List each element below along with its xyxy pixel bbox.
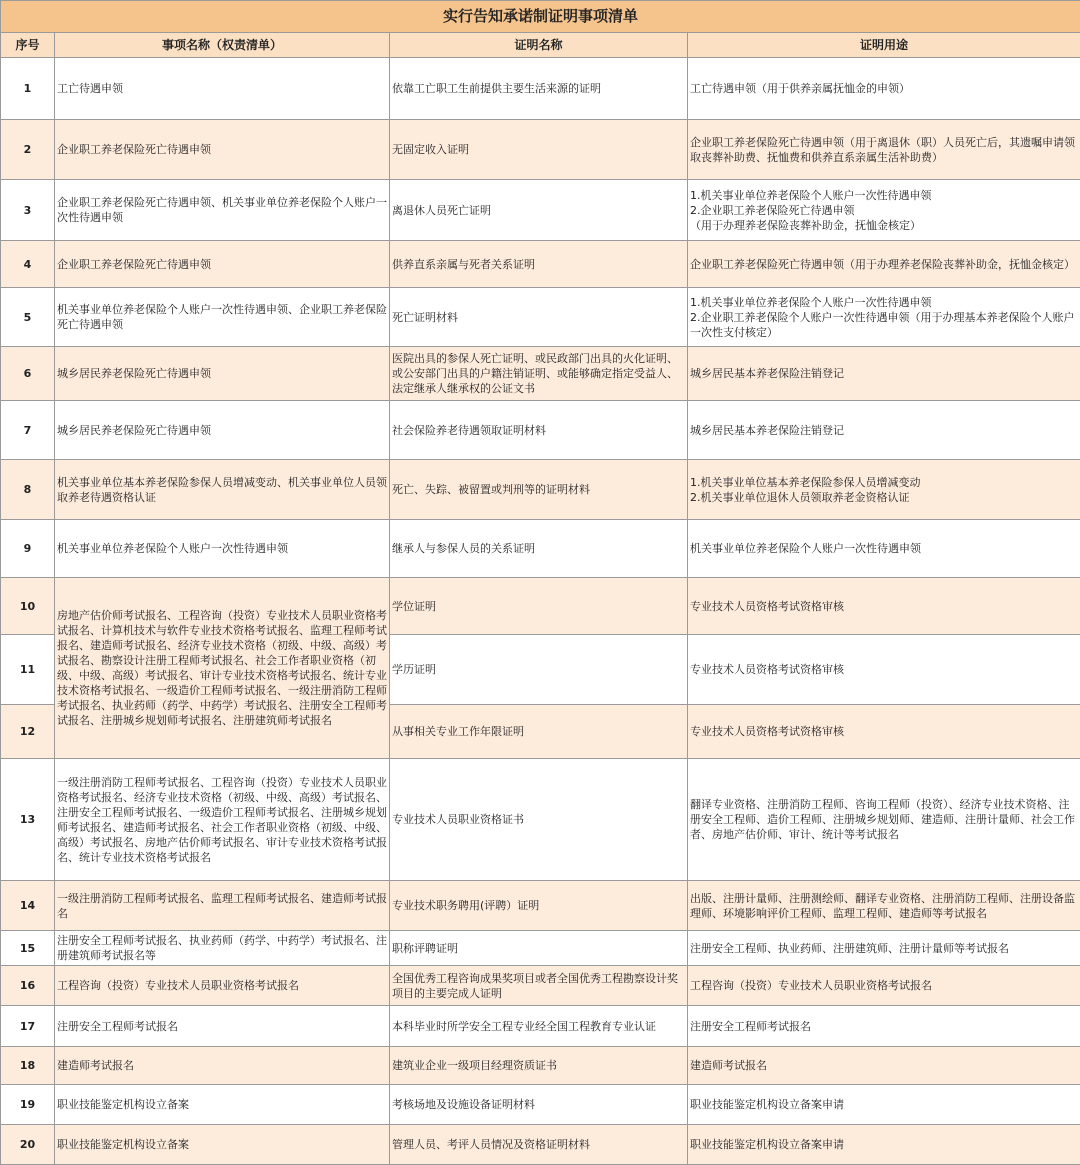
row-proof-name: 专业技术职务聘用(评聘）证明 <box>390 881 688 931</box>
row-number: 13 <box>1 759 55 881</box>
row-item-name: 注册安全工程师考试报名、执业药师（药学、中药学）考试报名、注册建筑师考试报名等 <box>55 931 390 966</box>
row-number: 5 <box>1 288 55 347</box>
row-proof-name: 学位证明 <box>390 578 688 635</box>
table-row <box>1 1085 1080 1125</box>
table-row <box>1 288 1080 347</box>
table-row <box>1 881 1080 931</box>
row-number: 20 <box>1 1125 55 1165</box>
row-proof-name: 学历证明 <box>390 635 688 705</box>
row-proof-use: 1.机关事业单位养老保险个人账户一次性待遇申领 2.企业职工养老保险死亡待遇申领 （用于办理养老保险丧葬补助金，抚恤金核定） <box>688 180 1080 241</box>
row-proof-name: 社会保险养老待遇领取证明材料 <box>390 401 688 460</box>
row-item-name: 机关事业单位养老保险个人账户一次性待遇申领、企业职工养老保险死亡待遇申领 <box>55 288 390 347</box>
column-header-use: 证明用途 <box>688 33 1080 58</box>
row-proof-use: 专业技术人员资格考试资格审核 <box>688 635 1080 705</box>
row-item-name: 城乡居民养老保险死亡待遇申领 <box>55 347 390 401</box>
row-number: 11 <box>1 635 55 705</box>
table-row <box>1 347 1080 401</box>
row-number: 12 <box>1 705 55 759</box>
row-proof-use: 城乡居民基本养老保险注销登记 <box>688 401 1080 460</box>
row-proof-use: 职业技能鉴定机构设立备案申请 <box>688 1125 1080 1165</box>
row-item-name: 一级注册消防工程师考试报名、监理工程师考试报名、建造师考试报名 <box>55 881 390 931</box>
row-number: 6 <box>1 347 55 401</box>
row-item-name: 工程咨询（投资）专业技术人员职业资格考试报名 <box>55 966 390 1006</box>
row-item-name: 机关事业单位基本养老保险参保人员增减变动、机关事业单位人员领取养老待遇资格认证 <box>55 460 390 520</box>
row-item-name: 房地产估价师考试报名、工程咨询（投资）专业技术人员职业资格考试报名、计算机技术与软件专业技术资格考试报名、监理工程师考试报名、建造师考试报名、经济专业技术资格（初级、中级、高级）考试报名、勘察设计注册工程师考试报名、社会工作者职业资格（初级、中级、高级）考试报名、审计专业技术资格考试报名、统计专业技术资格考试报名、一级造价工程师考试报名、一级注册消防工程师考试报名、执业药师（药学、中药学）考试报名、注册安全工程师考试报名、注册城乡规划师考试报名、注册建筑师考试报名 <box>55 578 390 759</box>
row-number: 8 <box>1 460 55 520</box>
row-item-name: 城乡居民养老保险死亡待遇申领 <box>55 401 390 460</box>
row-proof-name: 从事相关专业工作年限证明 <box>390 705 688 759</box>
row-item-name: 职业技能鉴定机构设立备案 <box>55 1085 390 1125</box>
row-proof-use: 机关事业单位养老保险个人账户一次性待遇申领 <box>688 520 1080 578</box>
row-number: 14 <box>1 881 55 931</box>
row-proof-name: 医院出具的参保人死亡证明、或民政部门出具的火化证明、或公安部门出具的户籍注销证明、或能够确定指定受益人、法定继承人继承权的公证文书 <box>390 347 688 401</box>
table-row <box>1 520 1080 578</box>
row-number: 19 <box>1 1085 55 1125</box>
row-item-name: 一级注册消防工程师考试报名、工程咨询（投资）专业技术人员职业资格考试报名、经济专业技术资格（初级、中级、高级）考试报名、注册安全工程师考试报名、一级造价工程师考试报名、注册城乡规划师考试报名、建造师考试报名、社会工作者职业资格（初级、中级、高级）考试报名、房地产估价师考试报名、审计专业技术资格考试报名、统计专业技术资格考试报名 <box>55 759 390 881</box>
row-number: 7 <box>1 401 55 460</box>
row-proof-use: 企业职工养老保险死亡待遇申领（用于办理养老保险丧葬补助金，抚恤金核定） <box>688 241 1080 288</box>
row-proof-use: 出版、注册计量师、注册测绘师、翻译专业资格、注册消防工程师、注册设备监理师、环境影响评价工程师、监理工程师、建造师等考试报名 <box>688 881 1080 931</box>
row-item-name: 企业职工养老保险死亡待遇申领 <box>55 241 390 288</box>
table-row <box>1 241 1080 288</box>
table-row <box>1 120 1080 180</box>
row-proof-use: 注册安全工程师考试报名 <box>688 1006 1080 1047</box>
table-row <box>1 759 1080 881</box>
row-proof-name: 全国优秀工程咨询成果奖项目或者全国优秀工程勘察设计奖项目的主要完成人证明 <box>390 966 688 1006</box>
table-row <box>1 460 1080 520</box>
row-proof-name: 离退休人员死亡证明 <box>390 180 688 241</box>
row-proof-use: 专业技术人员资格考试资格审核 <box>688 578 1080 635</box>
row-item-name: 建造师考试报名 <box>55 1047 390 1085</box>
row-number: 2 <box>1 120 55 180</box>
row-proof-name: 无固定收入证明 <box>390 120 688 180</box>
row-number: 15 <box>1 931 55 966</box>
row-number: 1 <box>1 58 55 120</box>
row-number: 4 <box>1 241 55 288</box>
table-row <box>1 578 1080 635</box>
row-proof-use: 1.机关事业单位养老保险个人账户一次性待遇申领 2.企业职工养老保险个人账户一次性待遇申领（用于办理基本养老保险个人账户一次性支付核定） <box>688 288 1080 347</box>
row-proof-use: 工程咨询（投资）专业技术人员职业资格考试报名 <box>688 966 1080 1006</box>
table-row <box>1 1047 1080 1085</box>
row-item-name: 企业职工养老保险死亡待遇申领、机关事业单位养老保险个人账户一次性待遇申领 <box>55 180 390 241</box>
row-proof-name: 供养直系亲属与死者关系证明 <box>390 241 688 288</box>
table-row <box>1 58 1080 120</box>
table-row <box>1 401 1080 460</box>
table-row <box>1 1125 1080 1165</box>
row-proof-name: 考核场地及设施设备证明材料 <box>390 1085 688 1125</box>
row-proof-use: 职业技能鉴定机构设立备案申请 <box>688 1085 1080 1125</box>
page-title: 实行告知承诺制证明事项清单 <box>1 1 1080 33</box>
row-proof-name: 职称评聘证明 <box>390 931 688 966</box>
row-proof-name: 死亡、失踪、被留置或判刑等的证明材料 <box>390 460 688 520</box>
row-number: 3 <box>1 180 55 241</box>
row-proof-use: 建造师考试报名 <box>688 1047 1080 1085</box>
row-proof-use: 翻译专业资格、注册消防工程师、咨询工程师（投资）、经济专业技术资格、注册安全工程师、造价工程师、注册城乡规划师、建造师、注册计量师、社会工作者、房地产估价师、审计、统计等考试报名 <box>688 759 1080 881</box>
table-row <box>1 966 1080 1006</box>
row-number: 10 <box>1 578 55 635</box>
column-header-item: 事项名称（权责清单） <box>55 33 390 58</box>
row-proof-use: 1.机关事业单位基本养老保险参保人员增减变动 2.机关事业单位退休人员领取养老金资格认证 <box>688 460 1080 520</box>
row-proof-use: 城乡居民基本养老保险注销登记 <box>688 347 1080 401</box>
row-proof-name: 继承人与参保人员的关系证明 <box>390 520 688 578</box>
row-item-name: 注册安全工程师考试报名 <box>55 1006 390 1047</box>
row-item-name: 企业职工养老保险死亡待遇申领 <box>55 120 390 180</box>
column-header-seq: 序号 <box>1 33 55 58</box>
row-proof-name: 依靠工亡职工生前提供主要生活来源的证明 <box>390 58 688 120</box>
row-proof-use: 注册安全工程师、执业药师、注册建筑师、注册计量师等考试报名 <box>688 931 1080 966</box>
row-proof-use: 企业职工养老保险死亡待遇申领（用于离退休（职）人员死亡后，其遗嘱申请领取丧葬补助费、抚恤费和供养直系亲属生活补助费） <box>688 120 1080 180</box>
header-row <box>1 33 1080 58</box>
row-proof-name: 管理人员、考评人员情况及资格证明材料 <box>390 1125 688 1165</box>
row-item-name: 职业技能鉴定机构设立备案 <box>55 1125 390 1165</box>
row-proof-name: 建筑业企业一级项目经理资质证书 <box>390 1047 688 1085</box>
row-proof-name: 专业技术人员职业资格证书 <box>390 759 688 881</box>
row-number: 9 <box>1 520 55 578</box>
row-number: 17 <box>1 1006 55 1047</box>
row-proof-use: 专业技术人员资格考试资格审核 <box>688 705 1080 759</box>
title-row <box>1 1 1080 33</box>
row-proof-name: 死亡证明材料 <box>390 288 688 347</box>
row-item-name: 工亡待遇申领 <box>55 58 390 120</box>
table-row <box>1 180 1080 241</box>
row-number: 18 <box>1 1047 55 1085</box>
row-proof-use: 工亡待遇申领（用于供养亲属抚恤金的申领） <box>688 58 1080 120</box>
row-proof-name: 本科毕业时所学安全工程专业经全国工程教育专业认证 <box>390 1006 688 1047</box>
row-item-name: 机关事业单位养老保险个人账户一次性待遇申领 <box>55 520 390 578</box>
row-number: 16 <box>1 966 55 1006</box>
table-row <box>1 931 1080 966</box>
table-row <box>1 1006 1080 1047</box>
column-header-proof: 证明名称 <box>390 33 688 58</box>
